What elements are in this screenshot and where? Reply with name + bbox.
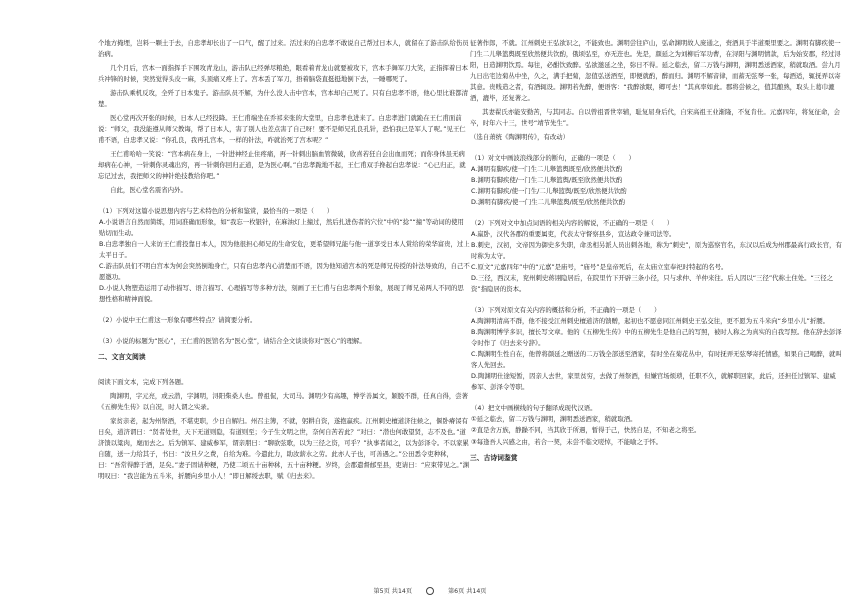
option-d: D.三径，西汉末，兖州刺史蒋诩隐居后，在院里竹下开辟三条小径，只与求仲、羊仲来往。后人因以“三径”代称土住处。“三径之资”指隐居的资本。 <box>471 274 833 294</box>
left-page-number: 第5页 共14页 <box>373 588 413 595</box>
instruction: 阅读下面文本，完成下列各题。 <box>98 378 188 387</box>
story-paragraph: 几个月后，宫本一面指挥手下围攻青龙山，游击队已经弹尽粮绝，眼看着青龙山就要被攻下，宫本手舞军刀大笑，正指挥着日本兵冲锋的时候，突然觉得头皮一麻，头顶痛又疼上了。宫本丢了军刀，捂着脑袋直挺挺地倒下去，一睡哪死了。 <box>98 64 469 84</box>
circle-icon <box>426 587 434 595</box>
option-a: A.羸卧，汉代各郡的重要属吏，代表太守督察县乡，宣达政令兼司法等。 <box>471 230 676 239</box>
option-c: C.原文“元嘉四年”中的“元嘉”是庙号，“庙号”是皇帝死后，在太庙立室奉祀时特起的名号。 <box>471 263 728 272</box>
section-heading: 三、古诗词鉴赏 <box>470 453 518 462</box>
story-paragraph: 王仁甫哈哈一笑说：“宫本病在身上，一针进神经止住疼痛，再一针刺出脑血管微破，欣喜若狂自会出血而死；而你身体虽无病却病在心神，一针刺你灵魂出窍，再一针刺你回归正道，是为医心啊。”白忠孝跪地不起，王仁甫双手搀起白忠孝说：“心已归正，就忘记过去，我把师父的神针绝技教给你吧。” <box>98 150 466 181</box>
option-b: B.刺史，汉初，文帝因为御史多失职，命丞相另派人员出刺各地，称为“刺史”，原为巡察官名，东汉以后成为州郡最高行政长官，有时称为太守。 <box>471 241 842 261</box>
left-column <box>98 38 470 485</box>
question-stem: （1）对文中画波浪线部分的断句，正确的一项是（ ） <box>471 154 635 163</box>
option-d: D.渊明有脚疾/使一门生二儿舉篮舆/既至/欣然便共饮酌 <box>471 198 626 207</box>
option-b: B.白忠孝独自一人来访王仁甫投靠日本人，因为他很担心师兄的生命安危，更希望师兄能与他一道享受日本人赏给的荣华富贵，过上太平日子。 <box>99 240 470 260</box>
option-b: B.渊明有脚疾使/一门生二儿舉篮舆/既至欣然便共饮酌 <box>471 176 623 185</box>
classical-paragraph: 家贫亲老，起为州祭酒，不堪吏职，少日自解归。州召主簿，不就，躬耕自资，遂抱羸疾。江州刺史檀道济往候之，偃卧瘠馁有日矣，道济谓曰：“贤者处世，天下无道则隐，有道则至；今子生文明之世，奈何自苦若此？”对曰：“潜也何敢望贤，志不及也。”道济馈以粱肉，麾而去之。后为镇军、建威参军，谓亲朋曰：“聊欲弦歌，以为三径之资，可乎？”执事者闻之，以为彭泽令。不以家累自随，送一力给其子，书曰：“汝旦夕之费，自给为难。今遣此力，助汝薪水之劳。此亦人子也，可善遇之。”公田悉令吏种秫，曰：“吾常得醉于酒，足矣。”妻子固请种粳，乃使二顷五十亩种秫，五十亩种粳。岁终，会郡遣督邮至县，吏请曰：“应束带见之。”渊明叹曰：“我岂能为五斗米，折腰向乡里小人！”即日解绶去职，赋《归去来》。 <box>98 417 470 481</box>
option-c: C.渊明有脚疾/使一门生/二儿舉篮舆/既至/欣然便共饮酌 <box>471 187 627 196</box>
story-text <box>98 38 470 196</box>
right-page-number: 第6页 共14页 <box>447 588 487 595</box>
story-paragraph: 个地方掩埋，岂料一颗土于去，自忠孝却长出了一口气，醒了过来。活过来的自忠孝不敢说自己帮过日本人，就留在了游击队给伤员治病。 <box>98 39 469 59</box>
source-note: （选自萧统《陶渊明传》，有改动） <box>470 133 570 142</box>
question-stem: （2）小说中王仁甫这一形象有哪些特点？请简要分析。 <box>99 316 257 325</box>
option-d: D.陶渊明仕途短暂，因亲人去世，家里贫穷，去做了州祭酒，但嫌官场烦琐，任职不久，就解职回家，此后，还担任过镇军、建威参军、彭泽令等职。 <box>471 372 836 392</box>
question-2 <box>98 315 470 326</box>
question-4 <box>470 403 842 447</box>
translation-item: ②直是舍万族，静躁不同，当其欣于所遇，暂得于己，快然自足，不知老之将至。 <box>471 426 701 435</box>
story-paragraph: 医心堂再次开张的时候，日本人已经投降。王仁甫端坐在乔祁来张的大堂里，白忠孝也进来了。白忠孝进门就跪在王仁甫面前说：“师父，我没能遵从师父教诲，帮了日本人，害了别人也差点害了自己呀！要不是师兄孔良孔针，恐怕我已是军人了呢。”见王仁甫不语，白忠孝又说：“你孔良，我再孔宫本，一样的针法，咋就治死了宫本呢？” <box>98 114 466 145</box>
question-1 <box>470 153 842 208</box>
classical-paragraph: 其妻翟氏亦能安勤苦，与其同志。自以曾祖晋世宰辅，耻复屈身后代，自宋高祖王业渐隆，不复肯仕。元嘉四年，将复征命，会卒，时年六十三，世号“靖节先生”。 <box>470 108 841 128</box>
right-column <box>470 38 842 469</box>
option-a: A.陶渊明清高不群，他不接受江州刺史檀道济的馈赠，起初也不愿意同江州刺史王弘交往，更不愿为五斗米向“乡里小儿”折腰。 <box>471 317 830 326</box>
classical-paragraph: 征著作郎，不就。江州刺史王弘欲识之，不能致也。渊明尝往庐山，弘命渊明故人庞通之，赍酒具于半道栗里要之。渊明有脚疾使一门生二儿舉篮舆既至欣然便共饮酌，俄顷弘至，亦无迕也。先是，颜延之为刘柳后军功曹，在浔阳与渊明情款，后为始安郡，经过浔阳，日造渊明饮焉。每往，必酣饮致醉。弘欲邀延之坐，弥日不得。延之临去，留二万钱与渊明，渊明悉送酒家，稍就取酒。尝九月九日出宅边菊丛中坐，久之，满手把菊，忽值弘送酒至，即便就酌，醉而归。渊明不解音律，而蓄无弦琴一张，每酒适，辄抚弄以寄其意。贵贱造之者，有酒辄设。渊明若先醉，便语客：“我醉欲眠，卿可去！”其真率如此。郡将尝候之，值其酿熟，取头上葛巾漉酒，漉毕，还复著之。 <box>470 39 841 103</box>
classical-paragraph: 陶渊明，字元亮，或云潜，字渊明，浔阳柴桑人也。曾祖侃，大司马。渊明少有高趣，博学善属文，颖脱不群，任真自得，尝著《五柳先生传》以自况，时人谓之实录。 <box>98 392 469 412</box>
question-2 <box>470 218 842 295</box>
option-c: C.游击队员们不明白宫本为何会突然倒地身亡，只有白忠孝内心清楚而不语，因为他知道宫本的死是师兄传授的针法导致的，自己不愿邀功。 <box>99 262 470 282</box>
question-stem: （4）把文中画横线的句子翻译成现代汉语。 <box>471 404 597 413</box>
translation-item: ①延之临去，留二万钱与渊明，渊明悉送酒家，稍就取酒。 <box>471 415 637 424</box>
option-c: C.陶渊明生性自在，他曾将颜延之赠送的二万钱全部送至酒家，有时坐在菊花丛中，有时抚弄无弦琴寄托情感，如果自己喝醉，就叫客人先回去。 <box>471 350 842 370</box>
option-d: D.小说人物塑造运用了动作描写、语言描写、心理描写等多种方法，刻画了王仁甫与白忠孝两个形象，展现了师兄弟两人不同的思想性格和精神面貌。 <box>99 284 464 304</box>
page-footer <box>0 586 860 595</box>
story-paragraph: 自此，医心堂名震省内外。 <box>110 186 187 195</box>
question-stem: （3）下列对原文有关内容的概括和分析，不正确的一项是（ ） <box>471 306 661 315</box>
option-a: A.小说语言自然而简练，用词准确而形象，如“我忘一枚银针，在麻油灯上撞过，然后扎进伤者的穴位”中的“捻”“撞”等动词的使用贴切而生动。 <box>99 218 464 238</box>
translation-item: ③每逢吾人兴感之由，若合一契，未尝不临文嗟悼，不能喻之于怀。 <box>471 437 663 446</box>
question-stem: （2）下列对文中加点词语的相关内容的解说，不正确的一项是（ ） <box>471 219 674 228</box>
question-3 <box>470 305 842 393</box>
question-1 <box>98 206 470 305</box>
question-stem: （3）小说的标题为“医心”，王仁甫的医馆名为“医心堂”，请结合全文谈谈你对“医心”的理解。 <box>99 337 366 346</box>
story-paragraph: 游击队乘机反攻，全歼了日本鬼子。游击队员不解，为什么没人击中宫本，宫本却自己死了。只有白忠孝不语，他心里比谁都清楚。 <box>98 89 469 109</box>
option-a: A.渊明有脚疾/使一门生二儿舉篮舆既至/欣然便共饮酌 <box>471 165 623 174</box>
option-b: B.陶渊明博学多识，擅长写文章。他的《五柳先生传》中的五柳先生是他自己的写照，被时人称之为真实的自我写照。他在辞去彭泽令时作了《归去来兮辞》。 <box>471 328 842 348</box>
question-3 <box>98 336 470 347</box>
question-stem: （1）下列对这篇小说思想内容与艺术特色的分析和鉴赏，最恰当的一项是（ ） <box>99 207 334 216</box>
section-heading: 二、文言文阅读 <box>98 353 146 362</box>
